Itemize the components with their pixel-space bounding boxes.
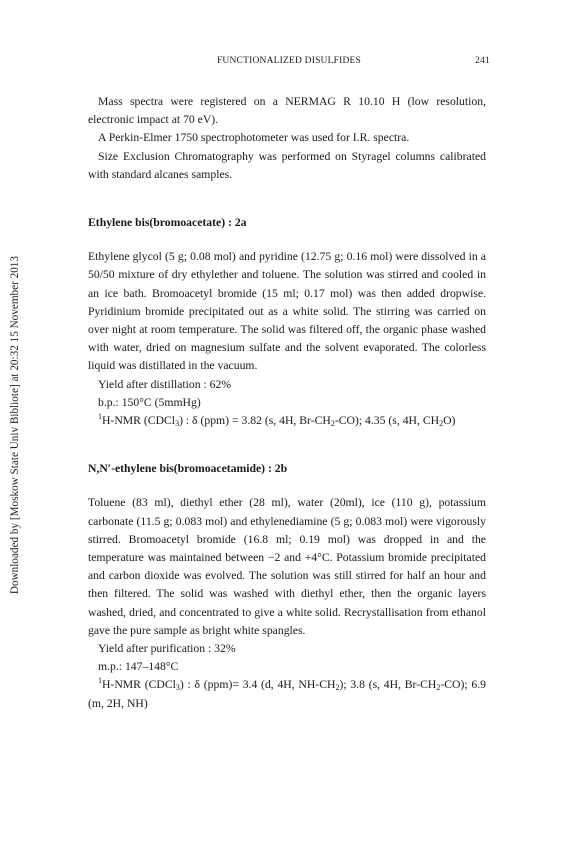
intro-paragraph-mass-spectra: Mass spectra were registered on a NERMAG R 10.10 H (low resolution, electronic impact at 70 eV).: [88, 95, 486, 127]
nmr-2a: $^1$H-NMR (CDCl$_3$) : δ (ppm) = 3.82 (s, 4H, $Br-CH_2-CO$); 4.35 (s, 4H, $CH_2O$): [98, 412, 456, 429]
section-body-2a: Ethylene glycol (5 g; 0.08 mol) and pyridine (12.75 g; 0.16 mol) were dissolved in a 50/50 mixture of dry ethylether and toluene. The solution was stirred and cooled in an ice bath. Bromoacetyl bromide (15 ml; 0.17 mol) was then added dropwise. Pyridinium bromide precipitated out as a white solid. The stirring was carried on over night at room temperature. The solid was filtered off, the organic phase washed with water, dried on magnesium sulfate and the solvent evaporated. The colorless liquid was distillated in the vacuum.: [88, 250, 486, 373]
running-header: [88, 56, 490, 70]
intro-paragraph-ir: A Perkin-Elmer 1750 spectrophotometer was used for I.R. spectra.: [98, 131, 410, 145]
nmr-2b: $^1$H-NMR (CDCl$_3$) : δ (ppm)= 3.4 (d, 4H, $NH-CH_2$); 3.8 (s, 4H, $Br-CH_2-CO$); 6.9 (m, 2H, NH): [88, 676, 486, 710]
intro-paragraph-sec: Size Exclusion Chromatography was performed on Styragel columns calibrated with standard alcanes samples.: [88, 149, 486, 181]
download-watermark: [2, 190, 28, 660]
page-number: 241: [475, 56, 490, 66]
section-heading-2a: Ethylene bis(bromoacetate) : 2a: [88, 216, 247, 230]
yield-2a: Yield after distillation : 62%: [98, 377, 232, 391]
melting-point-2b: m.p.: 147–148°C: [98, 660, 179, 674]
running-title: FUNCTIONALIZED DISULFIDES: [216, 56, 362, 66]
boiling-point-2a: b.p.: 150°C (5mmHg): [98, 395, 201, 409]
download-watermark-text: Downloaded by [Moskow State Univ Bibliote] at 20:32 15 November 2013: [9, 255, 21, 595]
page-body: [88, 93, 486, 713]
section-heading-2b: N,N′-ethylene bis(bromoacetamide) : 2b: [88, 462, 288, 476]
yield-2b: Yield after purification : 32%: [98, 642, 236, 656]
section-body-2b: Toluene (83 ml), diethyl ether (28 ml), water (20ml), ice (110 g), potassium carbonate (11.5 g; 0.083 mol) and ethylenediamine (5 g; 0.083 mol) were vigorously stirred. Bromoacetyl bromide (16.8 ml; 0.19 mol) was dropped in and the temperature was maintained between −2 and +4°C. Potassium bromide precipitated and carbon dioxide was evolved. The solution was still stirred for half an hour and then filtered. The solid was washed with diethyl ether, then the organic layers washed, dried, and concentrated to give a white solid. Recrystallisation from ethanol gave the pure sample as bright white spangles.: [88, 496, 486, 637]
